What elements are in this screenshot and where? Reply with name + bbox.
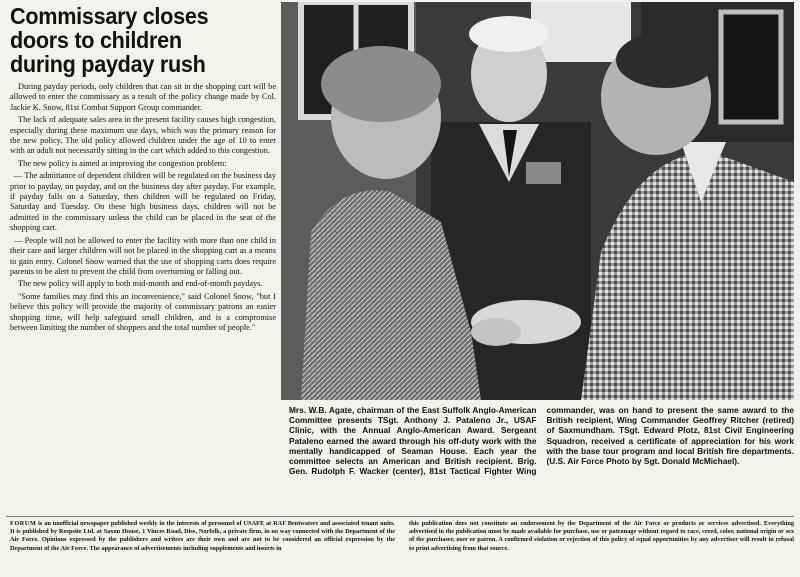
article-paragraph: During payday periods, only children that can sit in the shopping cart will be allowed to enter the commissary as a result of the policy change made by Col. Jackie K. Snow, 81st Combat Support Group commander. [10, 82, 276, 112]
article-paragraph: — People will not be allowed to enter the facility with more than one child in their care and larger children will not be placed in the shopping cart as a means to gain entry. Colonel Snow warned that the use of shopping carts does require parents to be alert to prevent the child from overturning or falling out. [10, 235, 276, 276]
publication-name: FORUM [10, 520, 37, 527]
article-paragraph: "Some families may find this an inconvenience," said Colonel Snow, "but I believe this policy will provide the majority of commissary patrons an easier shopping time, will help safeguard small children, and is a compromise between limiting the number of shoppers and the total number of people." [10, 291, 276, 332]
disclaimer-left [10, 520, 395, 553]
masthead-disclaimer [10, 520, 794, 574]
caption-text: Mrs. W.B. Agate, chairman of the East Suffolk Anglo-American Committee presents TSgt. Anthony J. Pataleno Jr., USAF Clinic, with the Annual Anglo-American Award. Sergeant Pataleno earned the award through his off-duty work with the mentally handicapped of Seaman House. Each year the committee selects an American and British recipient. Brig. Gen. Rudolph F. Wacker (center), 81st Tactical Fighter Wing commander, was on hand to present the same award to the British recipient, Wing Commander Geoffrey Ritcher (retired) of Saxmundham. TSgt. Edward Plotz, 81st Civil Engineering Squadron, received a certificate of appreciation for his work with the base tour program and local British fire departments. (U.S. Air Force Photo by Sgt. Donald McMichael). [289, 405, 794, 477]
footer-divider [6, 516, 794, 517]
disclaimer-left-text: is an unofficial newspaper published weekly in the interests of personnel of USAFE at RAF Bentwaters and associated tenant units. It is published by Reepsite Ltd. at Saxon House, 1 Vinces Road, Diss, Norfolk, a private firm, in no way connected with the Department of the Air Force. Opinions expressed by the publishers and writers are their own and are not to be considered an official expression by the Department of the Air Force. The appearance of advertisements including supplements and inserts in [10, 520, 395, 552]
disclaimer-right: this publication does not constitute an endorsement by the Department of the Air Force or products or services advertised. Everything advertised in the publication must be made available for purchase, use or patronage without regard to race, creed, color, national origin or sex of the purchaser, user or patron. A confirmed violation or rejection of this policy of equal opportunities by any advertiser will result in refusal to print advertising from that source. [409, 520, 794, 552]
article-paragraph: — The admittance of dependent children will be regulated on the business day prior to payday, on payday, and on the business day after payday. For example, if payday falls on a Saturday, then children will be regulated on Friday, Saturday and Tuesday. On these high business days, children will not be admitted in the commissary unless the child can be placed in the seat of the shopping cart. [10, 171, 276, 233]
article-paragraph: The new policy will apply to both mid-month and end-of-month paydays. [18, 279, 263, 289]
article-paragraph: The new policy is aimed at improving the congestion problem: [18, 158, 227, 168]
article-body [10, 82, 276, 333]
article-headline [10, 4, 260, 76]
photo-caption [289, 405, 794, 515]
article-column [10, 4, 276, 514]
article-paragraph: The lack of adequate sales area in the present facility causes high congestion, especially during these maximum use days, which was the primary reason for the new policy. The old policy allowed children under the age of 10 to enter with an adult not necessarily sitting in the cart which added to this congestion. [10, 115, 276, 156]
headline-line: Commissary closes [10, 4, 209, 29]
headline-line: during payday rush [10, 51, 206, 77]
headline-line: doors to children [10, 27, 182, 53]
award-photo [281, 2, 794, 400]
photo-illustration [281, 2, 794, 400]
